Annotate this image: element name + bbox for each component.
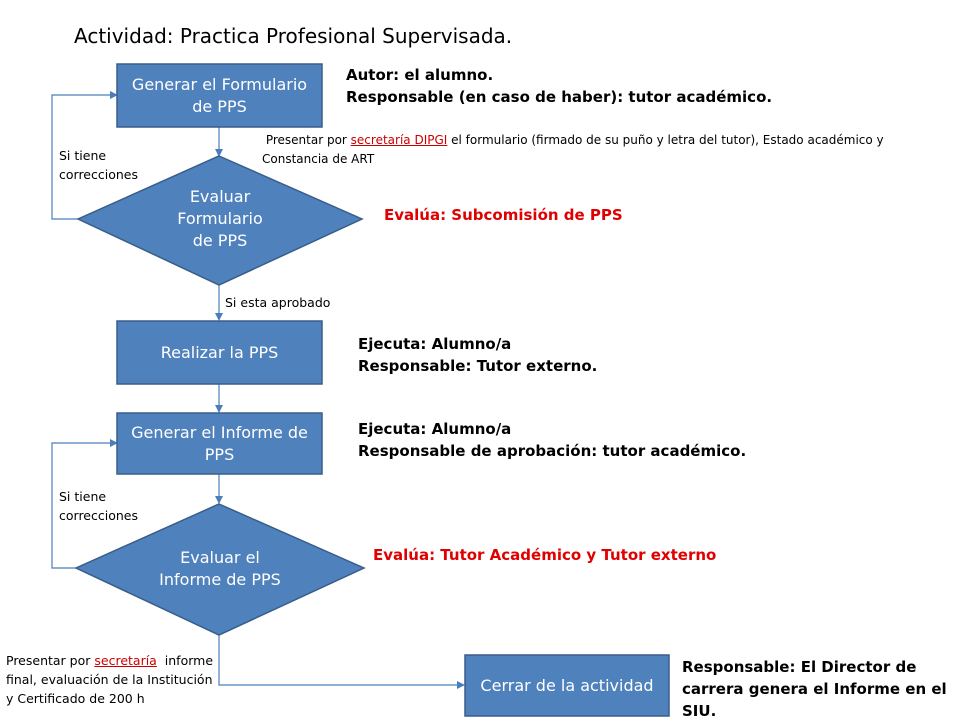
secretaria-link[interactable]: secretaría — [94, 653, 157, 668]
note-cerrar-line2: carrera genera el Informe en el — [682, 680, 947, 698]
label-realizar-pps: Realizar la PPS — [160, 342, 279, 362]
note-correcciones-1 — [59, 146, 138, 184]
secretaria-dipgi-link[interactable]: secretaría DIPGI — [350, 133, 448, 147]
correcciones-2-line1: Si tiene — [59, 489, 107, 504]
label-generar-formulario: Generar el Formulario de PPS — [131, 74, 308, 116]
note-presentar-formulario-line2: Constancia de ART — [262, 152, 375, 166]
note-cerrar-line3: SIU. — [682, 702, 717, 720]
note-presentar-formulario-line1 — [262, 131, 884, 150]
note-si-aprobado: Si esta aprobado — [225, 295, 331, 310]
note-correcciones-2 — [59, 487, 138, 525]
note-presentar-informe-line1 — [6, 651, 213, 670]
note-formulario-line1: Autor: el alumno. — [346, 66, 494, 84]
note-realizar — [358, 333, 597, 377]
correcciones-1-line2: correcciones — [59, 167, 138, 182]
note-realizar-line1: Ejecuta: Alumno/a — [358, 335, 512, 353]
note-formulario-line2: Responsable (en caso de haber): tutor académico. — [346, 88, 773, 106]
note-realizar-line2: Responsable: Tutor externo. — [358, 357, 598, 375]
note-evalua-subcomision: Evalúa: Subcomisión de PPS — [384, 206, 623, 224]
note-presentar-informe — [6, 651, 213, 708]
label-evaluar-informe-text: Evaluar el Informe de PPS — [159, 548, 281, 589]
label-generar-informe: Generar el Informe de PPS — [131, 422, 308, 464]
correcciones-1-line1: Si tiene — [59, 148, 107, 163]
presentar-informe-text-rest: informe — [156, 653, 214, 668]
note-informe-line2: Responsable de aprobación: tutor académico. — [358, 442, 747, 460]
presentar-informe-text: Presentar por — [6, 653, 95, 668]
label-evaluar-formulario — [150, 180, 290, 258]
note-presentar-informe-line2: final, evaluación de la Institución — [6, 672, 213, 687]
note-evalua-tutores: Evalúa: Tutor Académico y Tutor externo — [373, 546, 717, 564]
note-informe — [358, 418, 746, 462]
presentar-text: Presentar por — [265, 133, 351, 147]
page-title: Actividad: Practica Profesional Supervisada. — [74, 24, 513, 48]
label-evaluar-informe — [150, 530, 290, 608]
note-presentar-informe-line3: y Certificado de 200 h — [6, 691, 145, 706]
correcciones-2-line2: correcciones — [59, 508, 138, 523]
note-formulario — [346, 64, 772, 108]
note-informe-line1: Ejecuta: Alumno/a — [358, 420, 512, 438]
label-cerrar-actividad: Cerrar de la actividad — [480, 675, 654, 695]
note-cerrar-line1: Responsable: El Director de — [682, 658, 917, 676]
label-evaluar-formulario-text: Evaluar Formulario de PPS — [177, 187, 263, 250]
note-cerrar — [682, 656, 947, 722]
note-presentar-formulario — [262, 131, 884, 169]
connector-eval-to-cerrar — [219, 635, 464, 685]
presentar-text-rest: el formulario (firmado de su puño y letra del tutor), Estado académico y — [447, 133, 884, 147]
